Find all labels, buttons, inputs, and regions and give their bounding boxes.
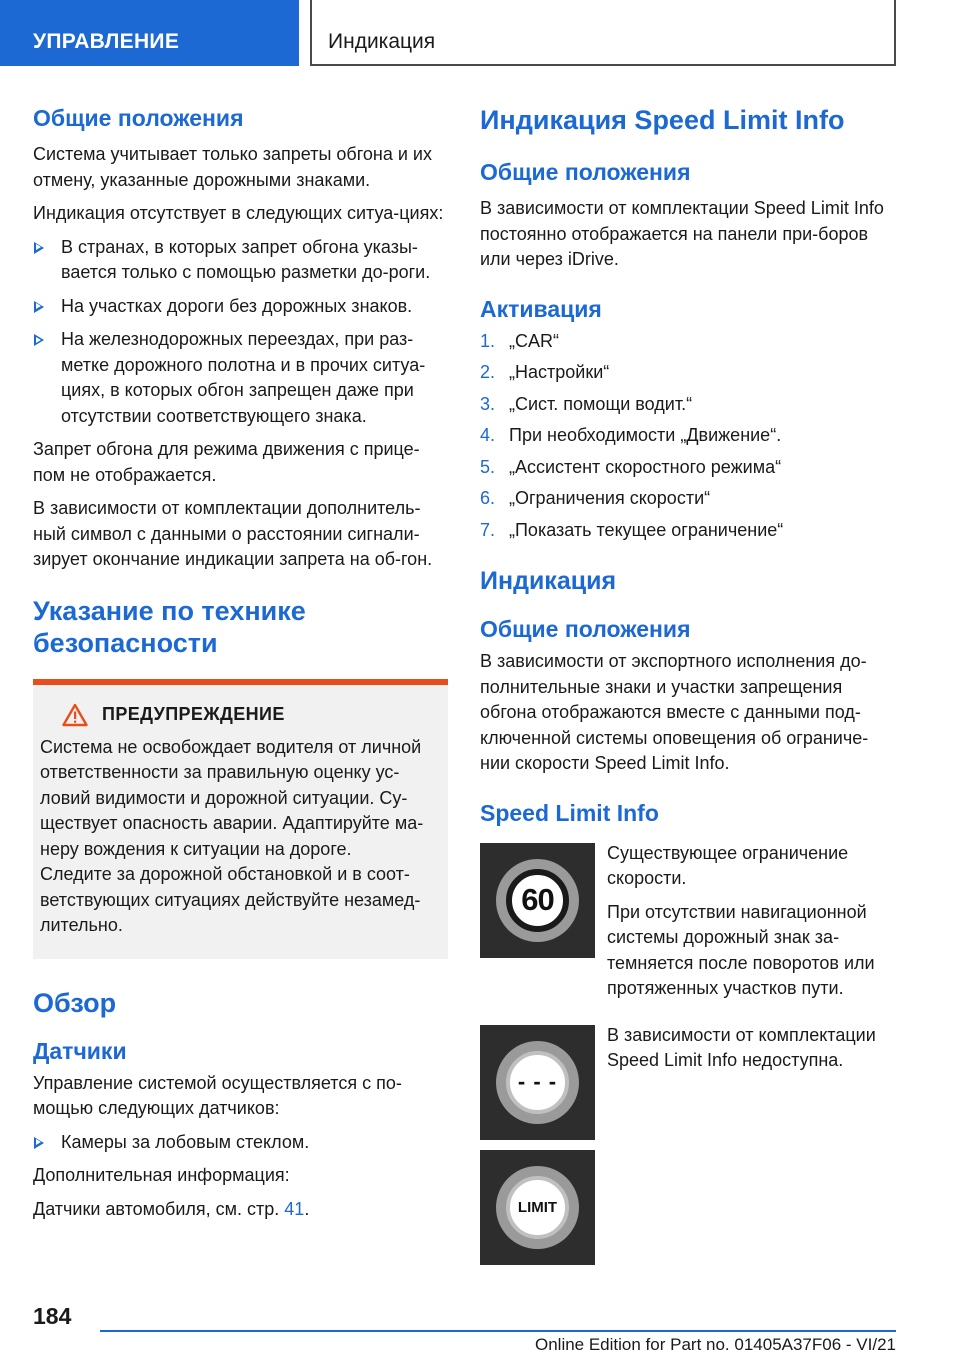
step-item xyxy=(480,423,895,449)
warning-paragraph-2: Следите за дорожной обстановкой и в соот-ветствующих ситуациях действуйте незамед-лительно. xyxy=(40,864,421,935)
step-text: „Ограничения скорости“ xyxy=(509,488,711,508)
step-item xyxy=(480,455,895,481)
step-number: 3. xyxy=(480,393,496,414)
main-heading: Индикация Speed Limit Info xyxy=(480,105,845,135)
display-general-heading: Общие положения xyxy=(480,616,691,642)
general-heading: Общие положения xyxy=(33,105,244,131)
sensors-reference-text: Датчики автомобиля, см. стр. xyxy=(33,1198,285,1219)
safety-heading-line-1: Указание по технике xyxy=(33,595,306,626)
list-item xyxy=(33,327,448,429)
sli-current-limit-row xyxy=(480,841,895,1002)
activation-heading: Активация xyxy=(480,295,602,322)
sign-value: - - - xyxy=(517,1069,558,1094)
activation-steps xyxy=(480,329,895,544)
safety-heading xyxy=(33,595,448,659)
section-tab xyxy=(310,0,896,66)
chapter-tab xyxy=(0,0,299,66)
safety-heading-line-2: безопасности xyxy=(33,627,218,658)
sign-value: LIMIT xyxy=(517,1198,558,1216)
sign-value: 60 xyxy=(521,882,554,917)
page-reference-link[interactable]: 41 xyxy=(284,1198,305,1219)
list-item-text: На участках дороги без дорожных знаков. xyxy=(61,295,413,316)
step-item xyxy=(480,486,895,512)
sensors-list xyxy=(33,1130,448,1156)
section-title: Индикация xyxy=(328,30,436,53)
step-item xyxy=(480,360,895,386)
list-item xyxy=(33,1130,448,1156)
speed-limit-generic-sign-icon xyxy=(480,1150,595,1265)
sli-paragraph-2: При отсутствии навигационной системы дорожный знак за-темняется после поворотов или протяженных участков пути. xyxy=(607,901,875,998)
step-item xyxy=(480,518,895,544)
step-text: „Сист. помощи водит.“ xyxy=(509,393,693,414)
list-item xyxy=(33,294,448,320)
list-item xyxy=(33,235,448,286)
general-heading: Общие положения xyxy=(480,159,691,185)
sli-paragraph-3: В зависимости от комплектации Speed Limit Info недоступна. xyxy=(607,1024,876,1070)
general-paragraph-4: В зависимости от комплектации дополнитель-ный символ с данными о расстоянии сигнали-зирует окончание индикации запрета на об-гон. xyxy=(33,498,433,569)
general-paragraph-2: Индикация отсутствует в следующих ситуа-циях: xyxy=(33,203,444,223)
step-item xyxy=(480,329,895,355)
page-number: 184 xyxy=(33,1303,72,1329)
step-item xyxy=(480,392,895,418)
list-item-text: Камеры за лобовым стеклом. xyxy=(61,1131,310,1152)
sli-unavailable-row xyxy=(480,1023,895,1268)
general-paragraph-1: Система учитывает только запреты обгона и их отмену, указанные дорожными знаками. xyxy=(33,144,432,190)
chapter-title: УПРАВЛЕНИЕ xyxy=(33,30,180,53)
step-text: При необходимости „Движение“. xyxy=(509,425,782,445)
triangle-bullet-icon xyxy=(34,242,44,254)
warning-triangle-icon xyxy=(62,703,88,727)
right-column xyxy=(480,98,895,1268)
speed-limit-unavailable-sign-icon xyxy=(480,1025,595,1140)
warning-paragraph-1: Система не освобождает водителя от личной ответственности за правильную оценку ус-ловий видимости и дорожной ситуации. Су-ществует опасность аварии. Адаптируйте ма-неру вождения к ситуации на дороге. xyxy=(40,736,424,859)
step-number: 2. xyxy=(480,362,496,382)
list-item-text: На железнодорожных переездах, при раз-метке дорожного полотна и в прочих ситуа-циях, в которых обгон запрещен даже при отсутствии соответствующего знака. xyxy=(61,329,426,426)
page-header xyxy=(0,0,960,66)
warning-title: ПРЕДУПРЕЖДЕНИЕ xyxy=(102,704,285,724)
sensors-reference-suffix: . xyxy=(304,1198,310,1219)
step-text: „CAR“ xyxy=(509,330,559,351)
warning-header xyxy=(62,703,438,727)
step-number: 5. xyxy=(480,456,496,477)
step-number: 7. xyxy=(480,519,496,540)
sensors-heading: Датчики xyxy=(33,1037,127,1064)
step-number: 6. xyxy=(480,488,496,508)
list-item-text: В странах, в которых запрет обгона указы-вается только с помощью разметки до-роги. xyxy=(61,236,431,282)
sli-paragraph-1: Существующее ограничение скорости. xyxy=(607,842,849,888)
overview-heading: Обзор xyxy=(33,987,117,1018)
display-paragraph-1: В зависимости от экспортного исполнения до-полнительные знаки и участки запрещения обгона отображаются вместе с данными под-ключенной системы оповещения об ограниче-нии скорости Speed Limit Info. xyxy=(480,651,869,773)
sensors-paragraph-1: Управление системой осуществляется с по-мощью следующих датчиков: xyxy=(33,1072,402,1118)
triangle-bullet-icon xyxy=(34,1137,44,1149)
edition-text: Online Edition for Part no. 01405A37F06 - VI/21 xyxy=(534,1335,896,1354)
situations-list xyxy=(33,235,448,430)
general-paragraph-1: В зависимости от комплектации Speed Limit Info постоянно отображается на панели при-боров или через iDrive. xyxy=(480,198,884,269)
step-text: „Показать текущее ограничение“ xyxy=(509,519,784,540)
step-number: 4. xyxy=(480,425,496,445)
step-number: 1. xyxy=(480,330,496,351)
triangle-bullet-icon xyxy=(34,334,44,346)
sensors-paragraph-3 xyxy=(33,1197,448,1223)
display-heading: Индикация xyxy=(480,567,617,595)
general-paragraph-3: Запрет обгона для режима движения с прице-пом не отображается. xyxy=(33,439,420,485)
speed-limit-60-sign-icon xyxy=(480,843,595,958)
step-text: „Ассистент скоростного режима“ xyxy=(509,456,782,477)
warning-box xyxy=(33,679,448,959)
sensors-paragraph-2: Дополнительная информация: xyxy=(33,1165,290,1185)
speed-limit-info-heading: Speed Limit Info xyxy=(480,799,659,826)
triangle-bullet-icon xyxy=(34,301,44,313)
left-column xyxy=(33,98,448,1222)
footer-divider xyxy=(100,1330,896,1332)
step-text: „Настройки“ xyxy=(509,362,610,382)
